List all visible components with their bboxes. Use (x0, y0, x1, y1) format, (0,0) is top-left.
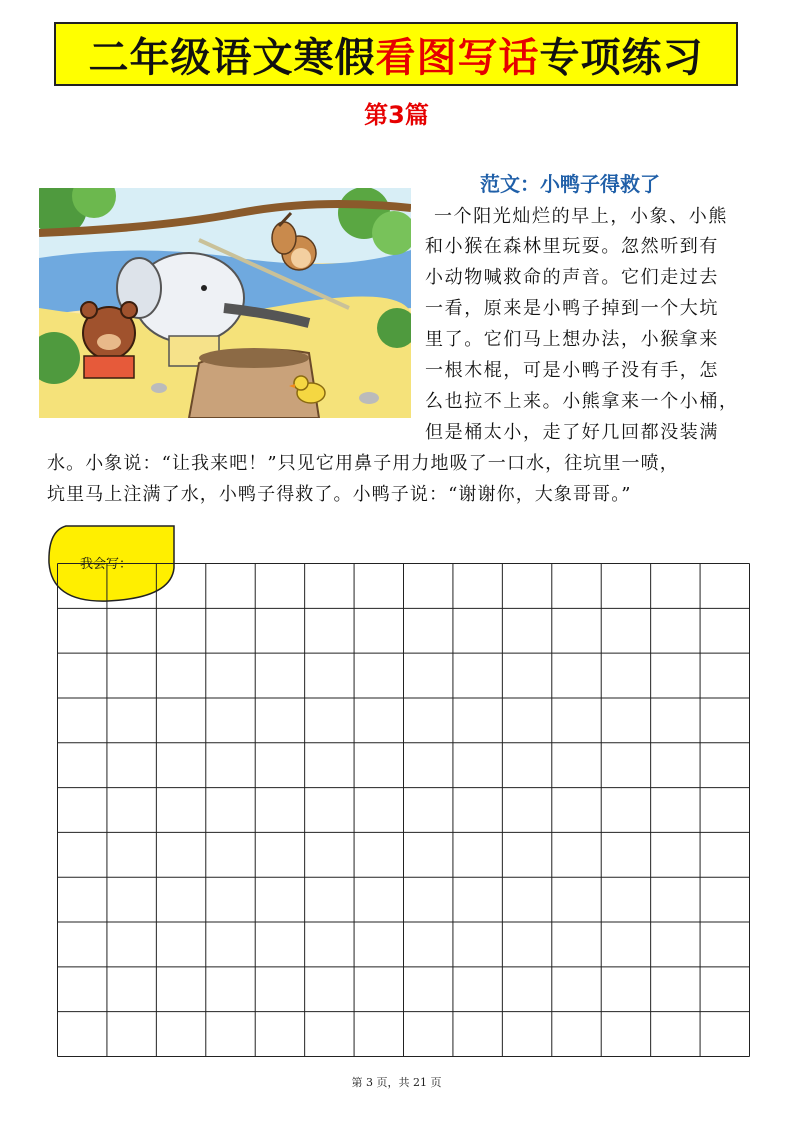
title-part-practice: 专项练习 (539, 34, 704, 81)
page-number: 第 3 页，共 21 页 (351, 1076, 442, 1089)
essay-line: 么也拉不上来。小熊拿来一个小桶， (425, 391, 739, 412)
essay-line: 水。小象说：“让我来吧！”只见它用鼻子用力地吸了一口水，往坑里一喷， (47, 453, 679, 474)
title-part-grade: 二年级语文寒假 (88, 34, 376, 81)
essay-line: 一个阳光灿烂的早上，小象、小熊 (434, 206, 728, 227)
writing-grid[interactable] (57, 563, 750, 1057)
title-part-topic: 看图写话 (375, 34, 540, 81)
essay-line: 坑里马上注满了水，小鸭子得救了。小鸭子说：“谢谢你，大象哥哥。” (47, 484, 632, 505)
essay-line: 但是桶太小，走了好几回都没装满 (425, 422, 719, 443)
essay-title: 范文：小鸭子得救了 (480, 172, 660, 196)
title-banner (54, 22, 738, 86)
essay-line: 小动物喊救命的声音。它们走过去 (425, 267, 719, 288)
bear (81, 302, 137, 378)
lesson-number: 第3篇 (364, 101, 429, 129)
story-illustration (39, 188, 411, 418)
essay-line: 一看，原来是小鸭子掉到一个大坑 (425, 298, 719, 319)
essay-line: 里了。它们马上想办法，小猴拿来 (425, 329, 719, 350)
writing-label: 我会写： (80, 557, 133, 572)
essay-line: 和小猴在森林里玩耍。忽然听到有 (425, 236, 719, 257)
page-title (89, 26, 704, 83)
essay-line: 一根木棍，可是小鸭子没有手，怎 (425, 360, 719, 381)
writing-grid-lines (57, 563, 750, 1057)
